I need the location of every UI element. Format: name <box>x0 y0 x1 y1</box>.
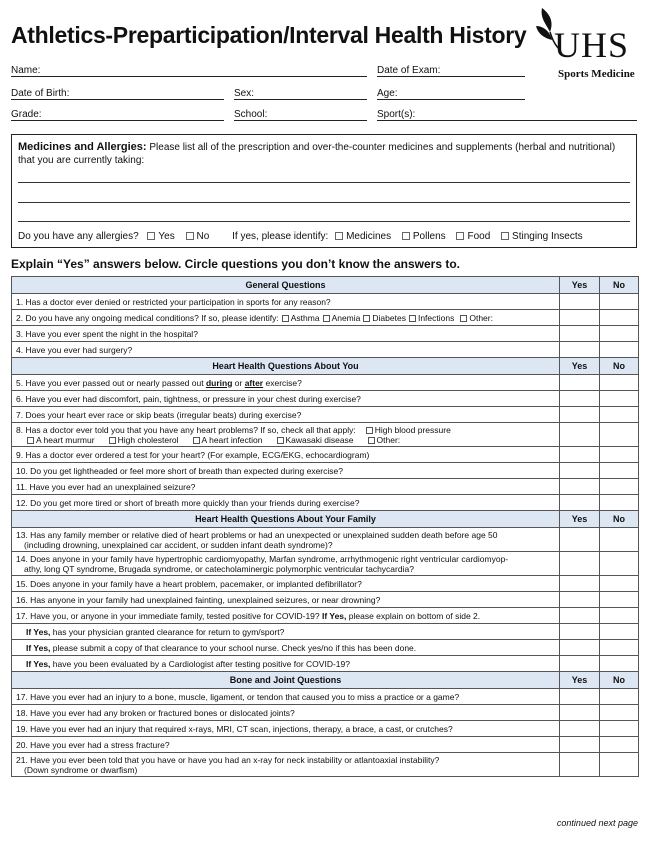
checkbox[interactable] <box>109 437 116 444</box>
medicines-allergies-box <box>11 134 637 248</box>
question-text: 13. Has any family member or relative died of heart problems or had an unexpected or unexplained sudden death before age 50 (including drowning, unexplained car accident, or sudden infant death syndrome)? <box>12 528 560 552</box>
yes-cell[interactable] <box>560 737 600 753</box>
section-title: General Questions <box>12 277 560 294</box>
checkbox[interactable] <box>460 315 467 322</box>
question-text: If Yes, have you been evaluated by a Cardiologist after testing positive for COVID-19? <box>12 656 560 672</box>
checkbox[interactable] <box>27 437 34 444</box>
question-row <box>12 689 639 705</box>
dob-field[interactable] <box>11 99 224 100</box>
question-text: 19. Have you ever had an injury that required x-rays, MRI, CT scan, injections, therapy, a brace, a cast, or crutches? <box>12 721 560 737</box>
no-cell[interactable] <box>600 407 639 423</box>
no-column-header: No <box>600 511 639 528</box>
no-cell[interactable] <box>600 552 639 576</box>
question-row <box>12 495 639 511</box>
checkbox[interactable] <box>363 315 370 322</box>
question-text: If Yes, please submit a copy of that clearance to your school nurse. Check yes/no if this has been done. <box>12 640 560 656</box>
question-text: 12. Do you get more tired or short of breath more quickly than your friends during exercise? <box>12 495 560 511</box>
question-row <box>12 576 639 592</box>
yes-cell[interactable] <box>560 447 600 463</box>
yes-column-header: Yes <box>560 672 600 689</box>
section-header <box>12 511 639 528</box>
yes-cell[interactable] <box>560 552 600 576</box>
question-text: 9. Has a doctor ever ordered a test for your heart? (For example, ECG/EKG, echocardiogram) <box>12 447 560 463</box>
allergy-insects-checkbox[interactable] <box>501 232 509 240</box>
yes-cell[interactable] <box>560 640 600 656</box>
age-label: Age: <box>377 88 398 99</box>
uhs-logo <box>532 4 642 84</box>
allergy-row <box>18 231 583 242</box>
yes-cell[interactable] <box>560 391 600 407</box>
allergy-option-label: Medicines <box>346 231 392 242</box>
question-text: 10. Do you get lightheaded or feel more short of breath than expected during exercise? <box>12 463 560 479</box>
name-label: Name: <box>11 65 41 76</box>
medicine-line-3[interactable] <box>18 221 630 222</box>
grade-field[interactable] <box>11 120 224 121</box>
question-text: 6. Have you ever had discomfort, pain, tightness, or pressure in your chest during exercise? <box>12 391 560 407</box>
school-label: School: <box>234 109 268 120</box>
allergy-yes-label: Yes <box>158 231 175 242</box>
allergy-no-checkbox[interactable] <box>186 232 194 240</box>
yes-cell[interactable] <box>560 310 600 326</box>
checkbox[interactable] <box>277 437 284 444</box>
yes-cell[interactable] <box>560 656 600 672</box>
question-text: 17. Have you ever had an injury to a bone, muscle, ligament, or tendon that caused you to miss a practice or a game? <box>12 689 560 705</box>
question-row <box>12 592 639 608</box>
allergy-identify-label: If yes, please identify: <box>232 231 329 242</box>
checkbox[interactable] <box>323 315 330 322</box>
sports-label: Sport(s): <box>377 109 416 120</box>
question-row <box>12 463 639 479</box>
yes-cell[interactable] <box>560 689 600 705</box>
sex-field[interactable] <box>234 99 367 100</box>
question-row <box>12 608 639 624</box>
grade-label: Grade: <box>11 109 42 120</box>
question-text: 20. Have you ever had a stress fracture? <box>12 737 560 753</box>
medicines-instructions-text: Please list all of the prescription and over-the-counter medicines and supplements (herbal and nutritional) that you are currently taking: <box>18 142 616 166</box>
medicines-title: Medicines and Allergies: <box>18 141 147 153</box>
yes-cell[interactable] <box>560 407 600 423</box>
age-field[interactable] <box>377 99 525 100</box>
question-row <box>12 528 639 552</box>
question-row <box>12 737 639 753</box>
page-title: Athletics-Preparticipation/Interval Health History <box>11 22 527 48</box>
question-text: 21. Have you ever been told that you have or have you had an x-ray for neck instability or atlantoaxial instability? (Down syndrome or dwarfism) <box>12 753 560 777</box>
section-title: Heart Health Questions About You <box>12 358 560 375</box>
yes-column-header: Yes <box>560 277 600 294</box>
yes-cell[interactable] <box>560 753 600 777</box>
section-header <box>12 358 639 375</box>
allergy-option-label: Food <box>467 231 491 242</box>
allergy-option-label: Stinging Insects <box>512 231 583 242</box>
question-row <box>12 342 639 358</box>
yes-cell[interactable] <box>560 608 600 624</box>
no-cell[interactable] <box>600 528 639 552</box>
logo-subtitle: Sports Medicine <box>558 68 635 80</box>
date-of-exam-field[interactable] <box>377 76 525 77</box>
allergy-option-label: Pollens <box>412 231 446 242</box>
question-text: 4. Have you ever had surgery? <box>12 342 560 358</box>
yes-cell[interactable] <box>560 294 600 310</box>
question-row <box>12 624 639 640</box>
question-row <box>12 656 639 672</box>
allergy-no-label: No <box>196 231 210 242</box>
no-cell[interactable] <box>600 689 639 705</box>
sports-field[interactable] <box>377 120 637 121</box>
yes-cell[interactable] <box>560 375 600 391</box>
question-text: 5. Have you ever passed out or nearly passed out during or after exercise? <box>12 375 560 391</box>
dob-label: Date of Birth: <box>11 88 70 99</box>
question-row <box>12 753 639 777</box>
school-field[interactable] <box>234 120 367 121</box>
medicines-instructions <box>18 141 630 167</box>
no-cell[interactable] <box>600 495 639 511</box>
logo-text: UHS <box>554 25 630 65</box>
question-text: If Yes, has your physician granted clearance for return to gym/sport? <box>12 624 560 640</box>
question-text: 18. Have you ever had any broken or fractured bones or dislocated joints? <box>12 705 560 721</box>
question-row <box>12 721 639 737</box>
question-text: 1. Has a doctor ever denied or restricted your participation in sports for any reason? <box>12 294 560 310</box>
no-cell[interactable] <box>600 640 639 656</box>
yes-column-header: Yes <box>560 511 600 528</box>
yes-column-header: Yes <box>560 358 600 375</box>
yes-cell[interactable] <box>560 463 600 479</box>
no-cell[interactable] <box>600 576 639 592</box>
allergy-pollens-checkbox[interactable] <box>402 232 410 240</box>
yes-cell[interactable] <box>560 592 600 608</box>
yes-cell[interactable] <box>560 705 600 721</box>
no-column-header: No <box>600 277 639 294</box>
question-text: 16. Has anyone in your family had unexplained fainting, unexplained seizures, or near drowning? <box>12 592 560 608</box>
section-header <box>12 672 639 689</box>
no-column-header: No <box>600 672 639 689</box>
date-of-exam-label: Date of Exam: <box>377 65 441 76</box>
section-header <box>12 277 639 294</box>
yes-cell[interactable] <box>560 721 600 737</box>
allergy-medicines-checkbox[interactable] <box>335 232 343 240</box>
no-cell[interactable] <box>600 608 639 624</box>
yes-cell[interactable] <box>560 495 600 511</box>
medicine-line-2[interactable] <box>18 202 630 203</box>
yes-cell[interactable] <box>560 342 600 358</box>
no-cell[interactable] <box>600 463 639 479</box>
allergy-food-checkbox[interactable] <box>456 232 464 240</box>
yes-cell[interactable] <box>560 528 600 552</box>
question-row <box>12 391 639 407</box>
yes-cell[interactable] <box>560 423 600 447</box>
no-cell[interactable] <box>600 721 639 737</box>
continued-note: continued next page <box>556 818 638 828</box>
checkbox[interactable] <box>368 437 375 444</box>
question-text: 15. Does anyone in your family have a heart problem, pacemaker, or implanted defibrillator? <box>12 576 560 592</box>
question-text: 2. Do you have any ongoing medical conditions? If so, please identify: Asthma Anemia Diabetes Infections Other: <box>12 310 560 326</box>
question-row <box>12 640 639 656</box>
explain-instructions: Explain “Yes” answers below. Circle questions you don’t know the answers to. <box>11 257 460 271</box>
no-cell[interactable] <box>600 375 639 391</box>
no-cell[interactable] <box>600 294 639 310</box>
no-cell[interactable] <box>600 391 639 407</box>
checkbox[interactable] <box>282 315 289 322</box>
no-cell[interactable] <box>600 753 639 777</box>
question-text: 3. Have you ever spent the night in the hospital? <box>12 326 560 342</box>
yes-cell[interactable] <box>560 624 600 640</box>
allergy-yes-checkbox[interactable] <box>147 232 155 240</box>
yes-cell[interactable] <box>560 479 600 495</box>
question-text: 7. Does your heart ever race or skip beats (irregular beats) during exercise? <box>12 407 560 423</box>
question-row <box>12 310 639 326</box>
section-title: Heart Health Questions About Your Family <box>12 511 560 528</box>
medicine-line-1[interactable] <box>18 182 630 183</box>
question-row <box>12 294 639 310</box>
checkbox[interactable] <box>193 437 200 444</box>
question-text: 11. Have you ever had an unexplained seizure? <box>12 479 560 495</box>
no-cell[interactable] <box>600 326 639 342</box>
name-field[interactable] <box>11 76 367 77</box>
no-column-header: No <box>600 358 639 375</box>
checkbox[interactable] <box>366 427 373 434</box>
sex-label: Sex: <box>234 88 255 99</box>
question-row <box>12 326 639 342</box>
no-cell[interactable] <box>600 592 639 608</box>
no-cell[interactable] <box>600 310 639 326</box>
question-row <box>12 705 639 721</box>
no-cell[interactable] <box>600 342 639 358</box>
question-text: 17. Have you, or anyone in your immediate family, tested positive for COVID-19? If Yes, please explain on bottom of side 2. <box>12 608 560 624</box>
yes-cell[interactable] <box>560 576 600 592</box>
no-cell[interactable] <box>600 479 639 495</box>
question-row <box>12 407 639 423</box>
yes-cell[interactable] <box>560 326 600 342</box>
allergy-question: Do you have any allergies? <box>18 231 139 242</box>
no-cell[interactable] <box>600 737 639 753</box>
question-row <box>12 552 639 576</box>
question-row <box>12 375 639 391</box>
checkbox[interactable] <box>409 315 416 322</box>
no-cell[interactable] <box>600 447 639 463</box>
no-cell[interactable] <box>600 656 639 672</box>
questions-table <box>11 276 639 777</box>
question-row <box>12 447 639 463</box>
question-row <box>12 479 639 495</box>
question-text: 8. Has a doctor ever told you that you have any heart problems? If so, check all that apply: High blood pressure A heart murmur High cholesterol A heart infection Kawasaki disease Other: <box>12 423 560 447</box>
no-cell[interactable] <box>600 624 639 640</box>
section-title: Bone and Joint Questions <box>12 672 560 689</box>
no-cell[interactable] <box>600 705 639 721</box>
no-cell[interactable] <box>600 423 639 447</box>
question-row <box>12 423 639 447</box>
question-text: 14. Does anyone in your family have hypertrophic cardiomyopathy, Marfan syndrome, arrhythmogenic right ventricular cardiomyop- athy, long QT syndrome, Brugada syndrome, or catecholaminergic polymorphic ventricular tachycardia? <box>12 552 560 576</box>
